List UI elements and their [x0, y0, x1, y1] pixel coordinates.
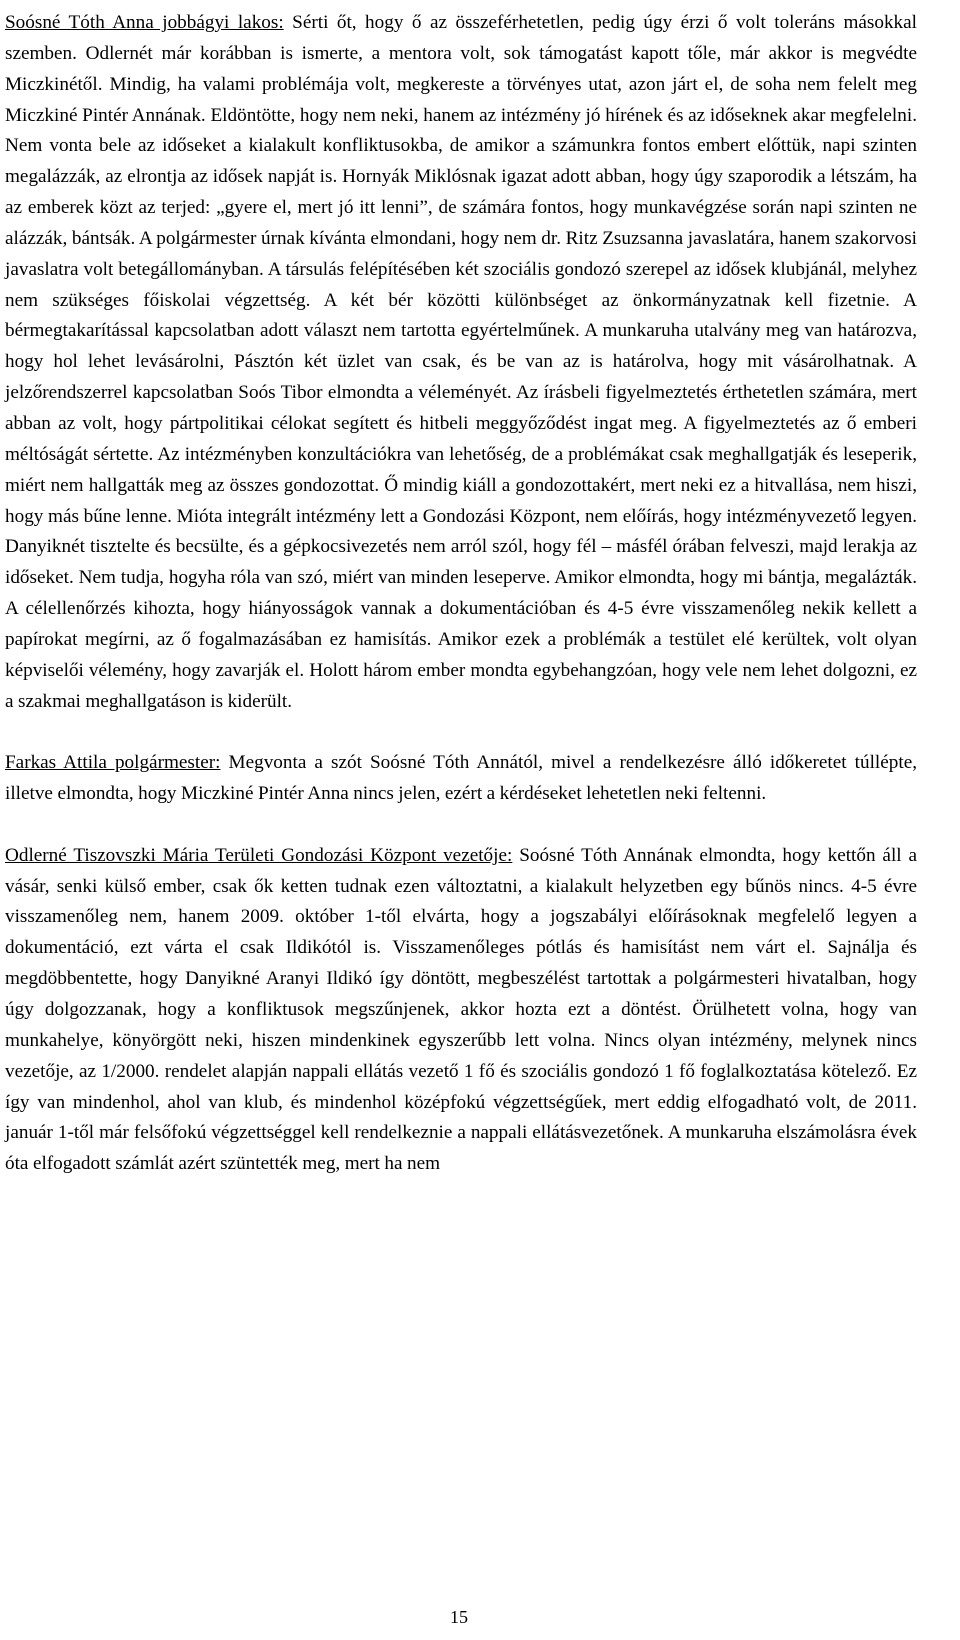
- speaker-label: Soósné Tóth Anna jobbágyi lakos:: [5, 12, 284, 33]
- paragraph-text: Sérti őt, hogy ő az összeférhetetlen, pedig úgy érzi ő volt toleráns másokkal szemben. Odlernét már korábban is ismerte, a mentora volt, sok támogatást kapott tőle, már akkor is megvédte Miczkinétől. Mindig, ha valami problémája volt, megkereste a törvényes utat, azon járt el, de soha nem felelt meg Miczkiné Pintér Annának. Eldöntötte, hogy nem neki, hanem az intézmény jó hírének és az időseknek akar megfelelni. Nem vonta bele az időseket a kialakult konfliktusokba, de amikor a számunkra fontos embert előttük, napi szinten megalázzák, az elrontja az idősek napját is. Hornyák Miklósnak igazat adott abban, hogy úgy szaporodik a létszám, ha az emberek közt az terjed: „gyere el, mert jó itt lenni”, de számára fontos, hogy munkavégzése során napi szinten ne alázzák, bántsák. A polgármester úrnak kívánta elmondani, hogy nem dr. Ritz Zsuzsanna javaslatára, hanem szakorvosi javaslatra volt betegállományban. A társulás felépítésében két szociális gondozó szerepel az idősek klubjánál, melyhez nem szükséges főiskolai végzettség. A két bér közötti különbséget az önkormányzatnak kell fizetnie. A bérmegtakarítással kapcsolatban adott választ nem tartotta egyértelműnek. A munkaruha utalvány meg van határozva, hogy hol lehet levásárolni, Pásztón két üzlet van csak, és be van az is határolva, hogy mit vásárolhatnak. A jelzőrendszerrel kapcsolatban Soós Tibor elmondta a véleményét. Az írásbeli figyelmeztetés érthetetlen számára, mert abban az volt, hogy pártpolitikai célokat segített és hitbeli meggyőződést ingat meg. A figyelmeztetés az ő emberi méltóságát sértette. Az intézményben konzultációkra van lehetőség, de a problémákat csak meghallgatják és leseperik, miért nem hallgatták meg az összes gondozottat. Ő mindig kiáll a gondozottakért, mert neki ez a hitvallása, nem hiszi, hogy más bűne lenne. Mióta integrált intézmény lett a Gondozási Központ, nem előírás, hogy intézményvezető legyen. Danyiknét tisztelte és becsülte, és a gépkocsivezetés nem arról szól, hogy fél – másfél órában felveszi, majd lerakja az időseket. Nem tudja, hogyha róla van szó, miért van minden leseperve. Amikor elmondta, hogy mi bántja, megalázták. A célellenőrzés kihozta, hogy hiányosságok vannak a dokumentációban és 4-5 évre visszamenőleg nekik kellett a papírokat megírni, az ő fogalmazásában ez hamisítás. Amikor ezek a problémák a testület elé kerültek, volt olyan képviselői vélemény, hogy zavarják el. Holott három ember mondta egybehangzóan, hogy vele nem lehet dolgozni, ez a szakmai meghallgatáson is kiderült.: [5, 12, 918, 712]
- paragraph-soosne-toth-anna: [5, 8, 917, 717]
- paragraph-text: Soósné Tóth Annának elmondta, hogy kettőn áll a vásár, senki külső ember, csak ők ketten tudnak ezen változtatni, a kialakult helyzetben egy bűnös nincs. 4-5 évre visszamenőleg nem, hanem 2009. október 1-től elvárta, hogy a jogszabályi előírásoknak megfelelő legyen a dokumentáció, ezt várta el csak Ildikótól is. Visszamenőleges pótlás és hamisítást nem várt el. Sajnálja és megdöbbentette, hogy Danyikné Aranyi Ildikó így döntött, megbeszélést tartottak a polgármesteri hivatalban, hogy úgy dolgozzanak, hogy a konfliktusok megszűnjenek, akkor hozta ezt a döntést. Örülhetett volna, hogy van munkahelye, könyörgött neki, hiszen mindenkinek egyszerűbb lett volna. Nincs olyan intézmény, melynek nincs vezetője, az 1/2000. rendelet alapján nappali ellátás vezető 1 fő és szociális gondozó 1 fő foglalkoztatása kötelező. Ez így van mindenhol, ahol van klub, és mindenhol középfokú végzettségűek, mert eddig elfogadható volt, de 2011. január 1-től már felsőfokú végzettséggel kell rendelkeznie a nappali ellátásvezetőnek. A munkaruha elszámolásra évek óta elfogadott számlát azért szüntették meg, mert ha nem: [5, 844, 917, 1175]
- paragraph-odlerne-tiszovszki-maria: [5, 841, 917, 1180]
- speaker-label: Farkas Attila polgármester:: [5, 752, 221, 774]
- speaker-label: Odlerné Tiszovszki Mária Területi Gondozási Központ vezetője:: [5, 844, 513, 866]
- document-body: [5, 8, 917, 1180]
- paragraph-farkas-attila: [5, 748, 917, 810]
- page-number: 15: [450, 1607, 468, 1627]
- paragraph-text: Megvonta a szót Soósné Tóth Annától, mivel a rendelkezésre álló időkeretet túllépte, illetve elmondta, hogy Miczkiné Pintér Anna nincs jelen, ezért a kérdéseket lehetetlen neki feltenni.: [5, 752, 918, 805]
